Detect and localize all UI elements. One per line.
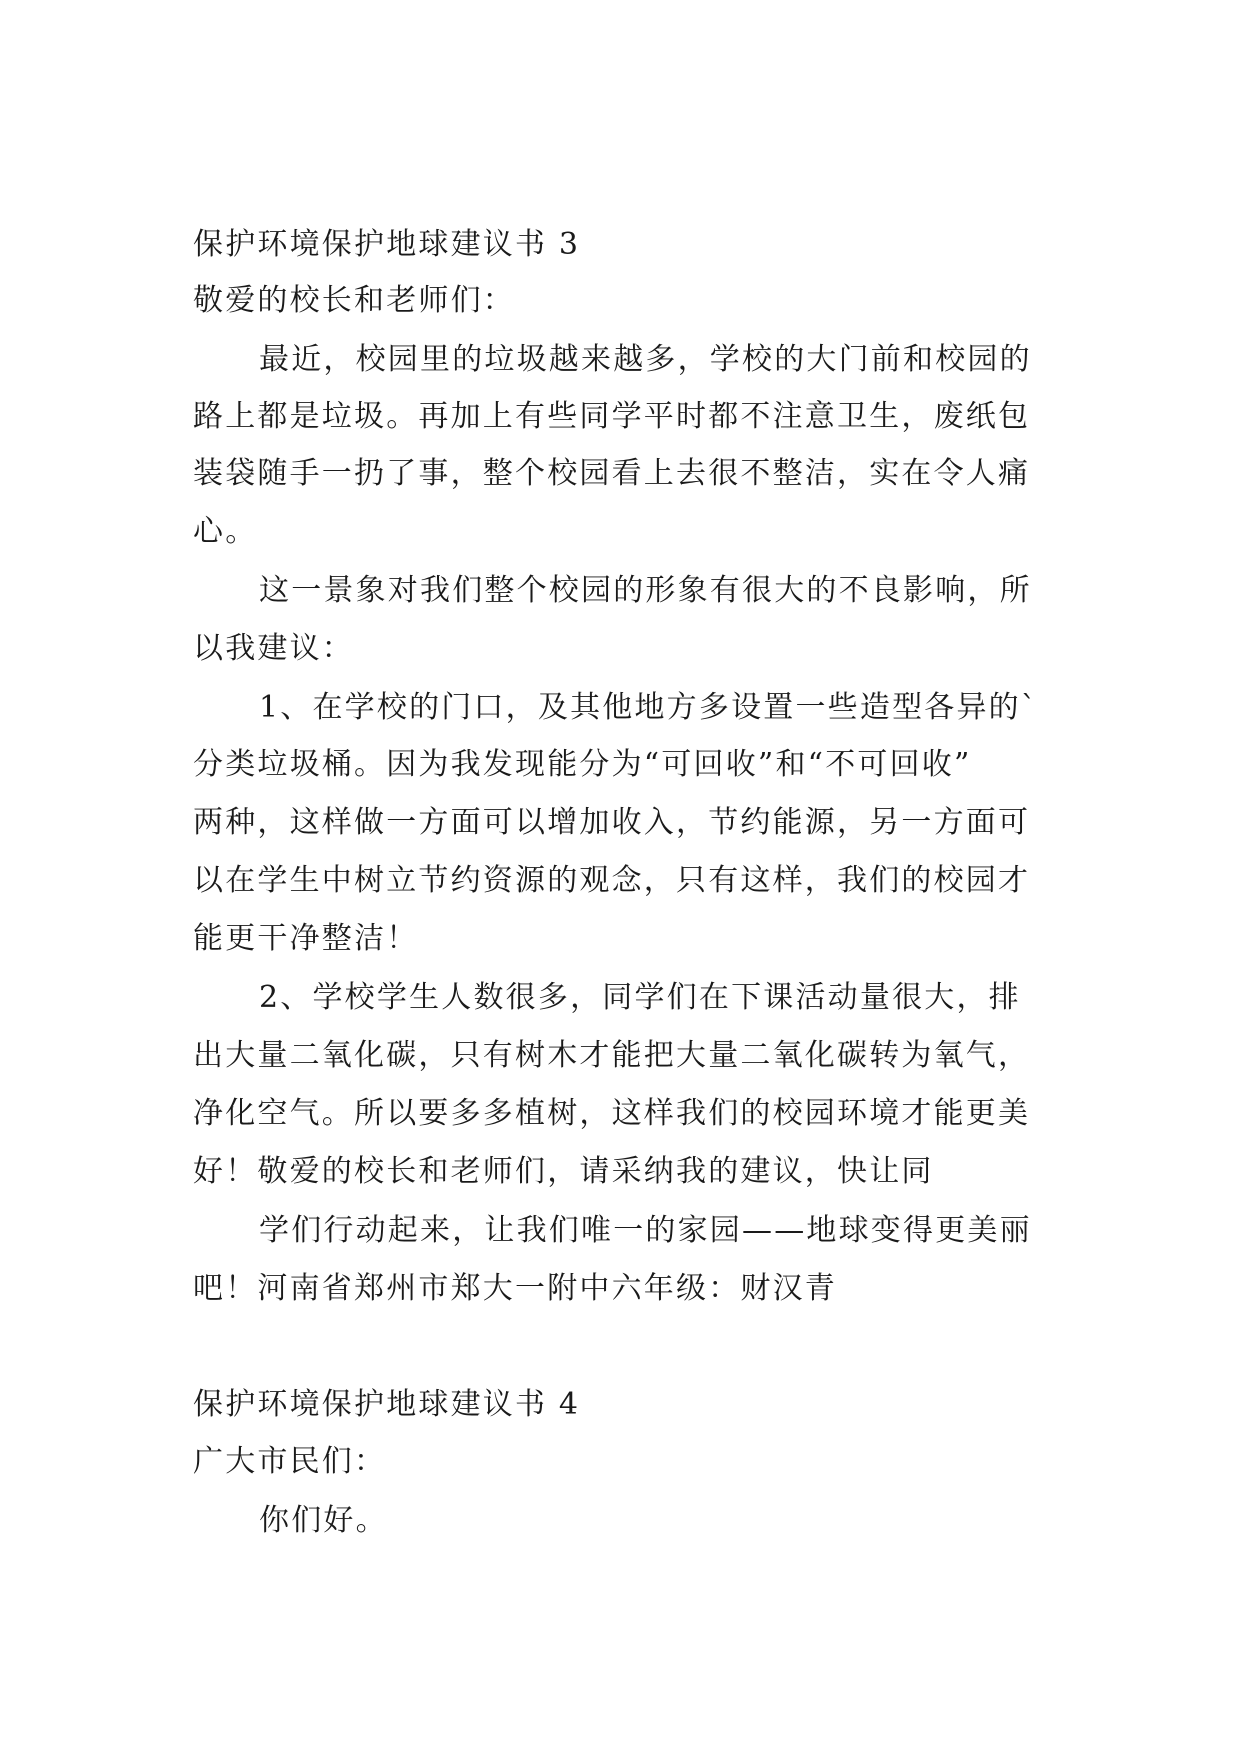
paragraph-line: 好！敬爱的校长和老师们，请采纳我的建议，快让同 xyxy=(193,1154,934,1189)
paragraph-line: 路上都是垃圾。再加上有些同学平时都不注意卫生，废纸包 xyxy=(193,399,1031,434)
paragraph-line: 净化空气。所以要多多植树，这样我们的校园环境才能更美 xyxy=(193,1096,1031,1131)
paragraph-line: 装袋随手一扔了事，整个校园看上去很不整洁，实在令人痛 xyxy=(193,456,1031,491)
section-4-greeting: 你们好。 xyxy=(259,1503,388,1538)
paragraph-line: 1、在学校的门口，及其他地方多设置一些造型各异的` xyxy=(259,690,1039,725)
paragraph-line: 2、学校学生人数很多，同学们在下课活动量很大，排 xyxy=(259,980,1021,1015)
paragraph-line: 学们行动起来，让我们唯一的家园——地球变得更美丽 xyxy=(259,1213,1032,1248)
signature-line: 吧！河南省郑州市郑大一附中六年级：财汉青 xyxy=(193,1271,837,1306)
paragraph-line: 以在学生中树立节约资源的观念，只有这样，我们的校园才 xyxy=(193,863,1031,898)
section-3-salutation: 敬爱的校长和老师们： xyxy=(193,283,515,318)
section-4-title: 保护环境保护地球建议书 4 xyxy=(193,1387,581,1422)
paragraph-line: 心。 xyxy=(193,514,258,549)
paragraph-line: 能更干净整洁！ xyxy=(193,921,419,956)
paragraph-line: 分类垃圾桶。因为我发现能分为“可回收”和“不可回收” xyxy=(193,747,972,782)
paragraph-line: 出大量二氧化碳，只有树木才能把大量二氧化碳转为氧气， xyxy=(193,1038,1031,1073)
paragraph-line: 这一景象对我们整个校园的形象有很大的不良影响，所 xyxy=(259,573,1032,608)
paragraph-line: 最近，校园里的垃圾越来越多，学校的大门前和校园的 xyxy=(259,342,1032,377)
section-4-salutation: 广大市民们： xyxy=(193,1444,387,1479)
paragraph-line: 两种，这样做一方面可以增加收入，节约能源，另一方面可 xyxy=(193,805,1031,840)
paragraph-line: 以我建议： xyxy=(193,631,354,666)
section-3-title: 保护环境保护地球建议书 3 xyxy=(193,227,581,262)
